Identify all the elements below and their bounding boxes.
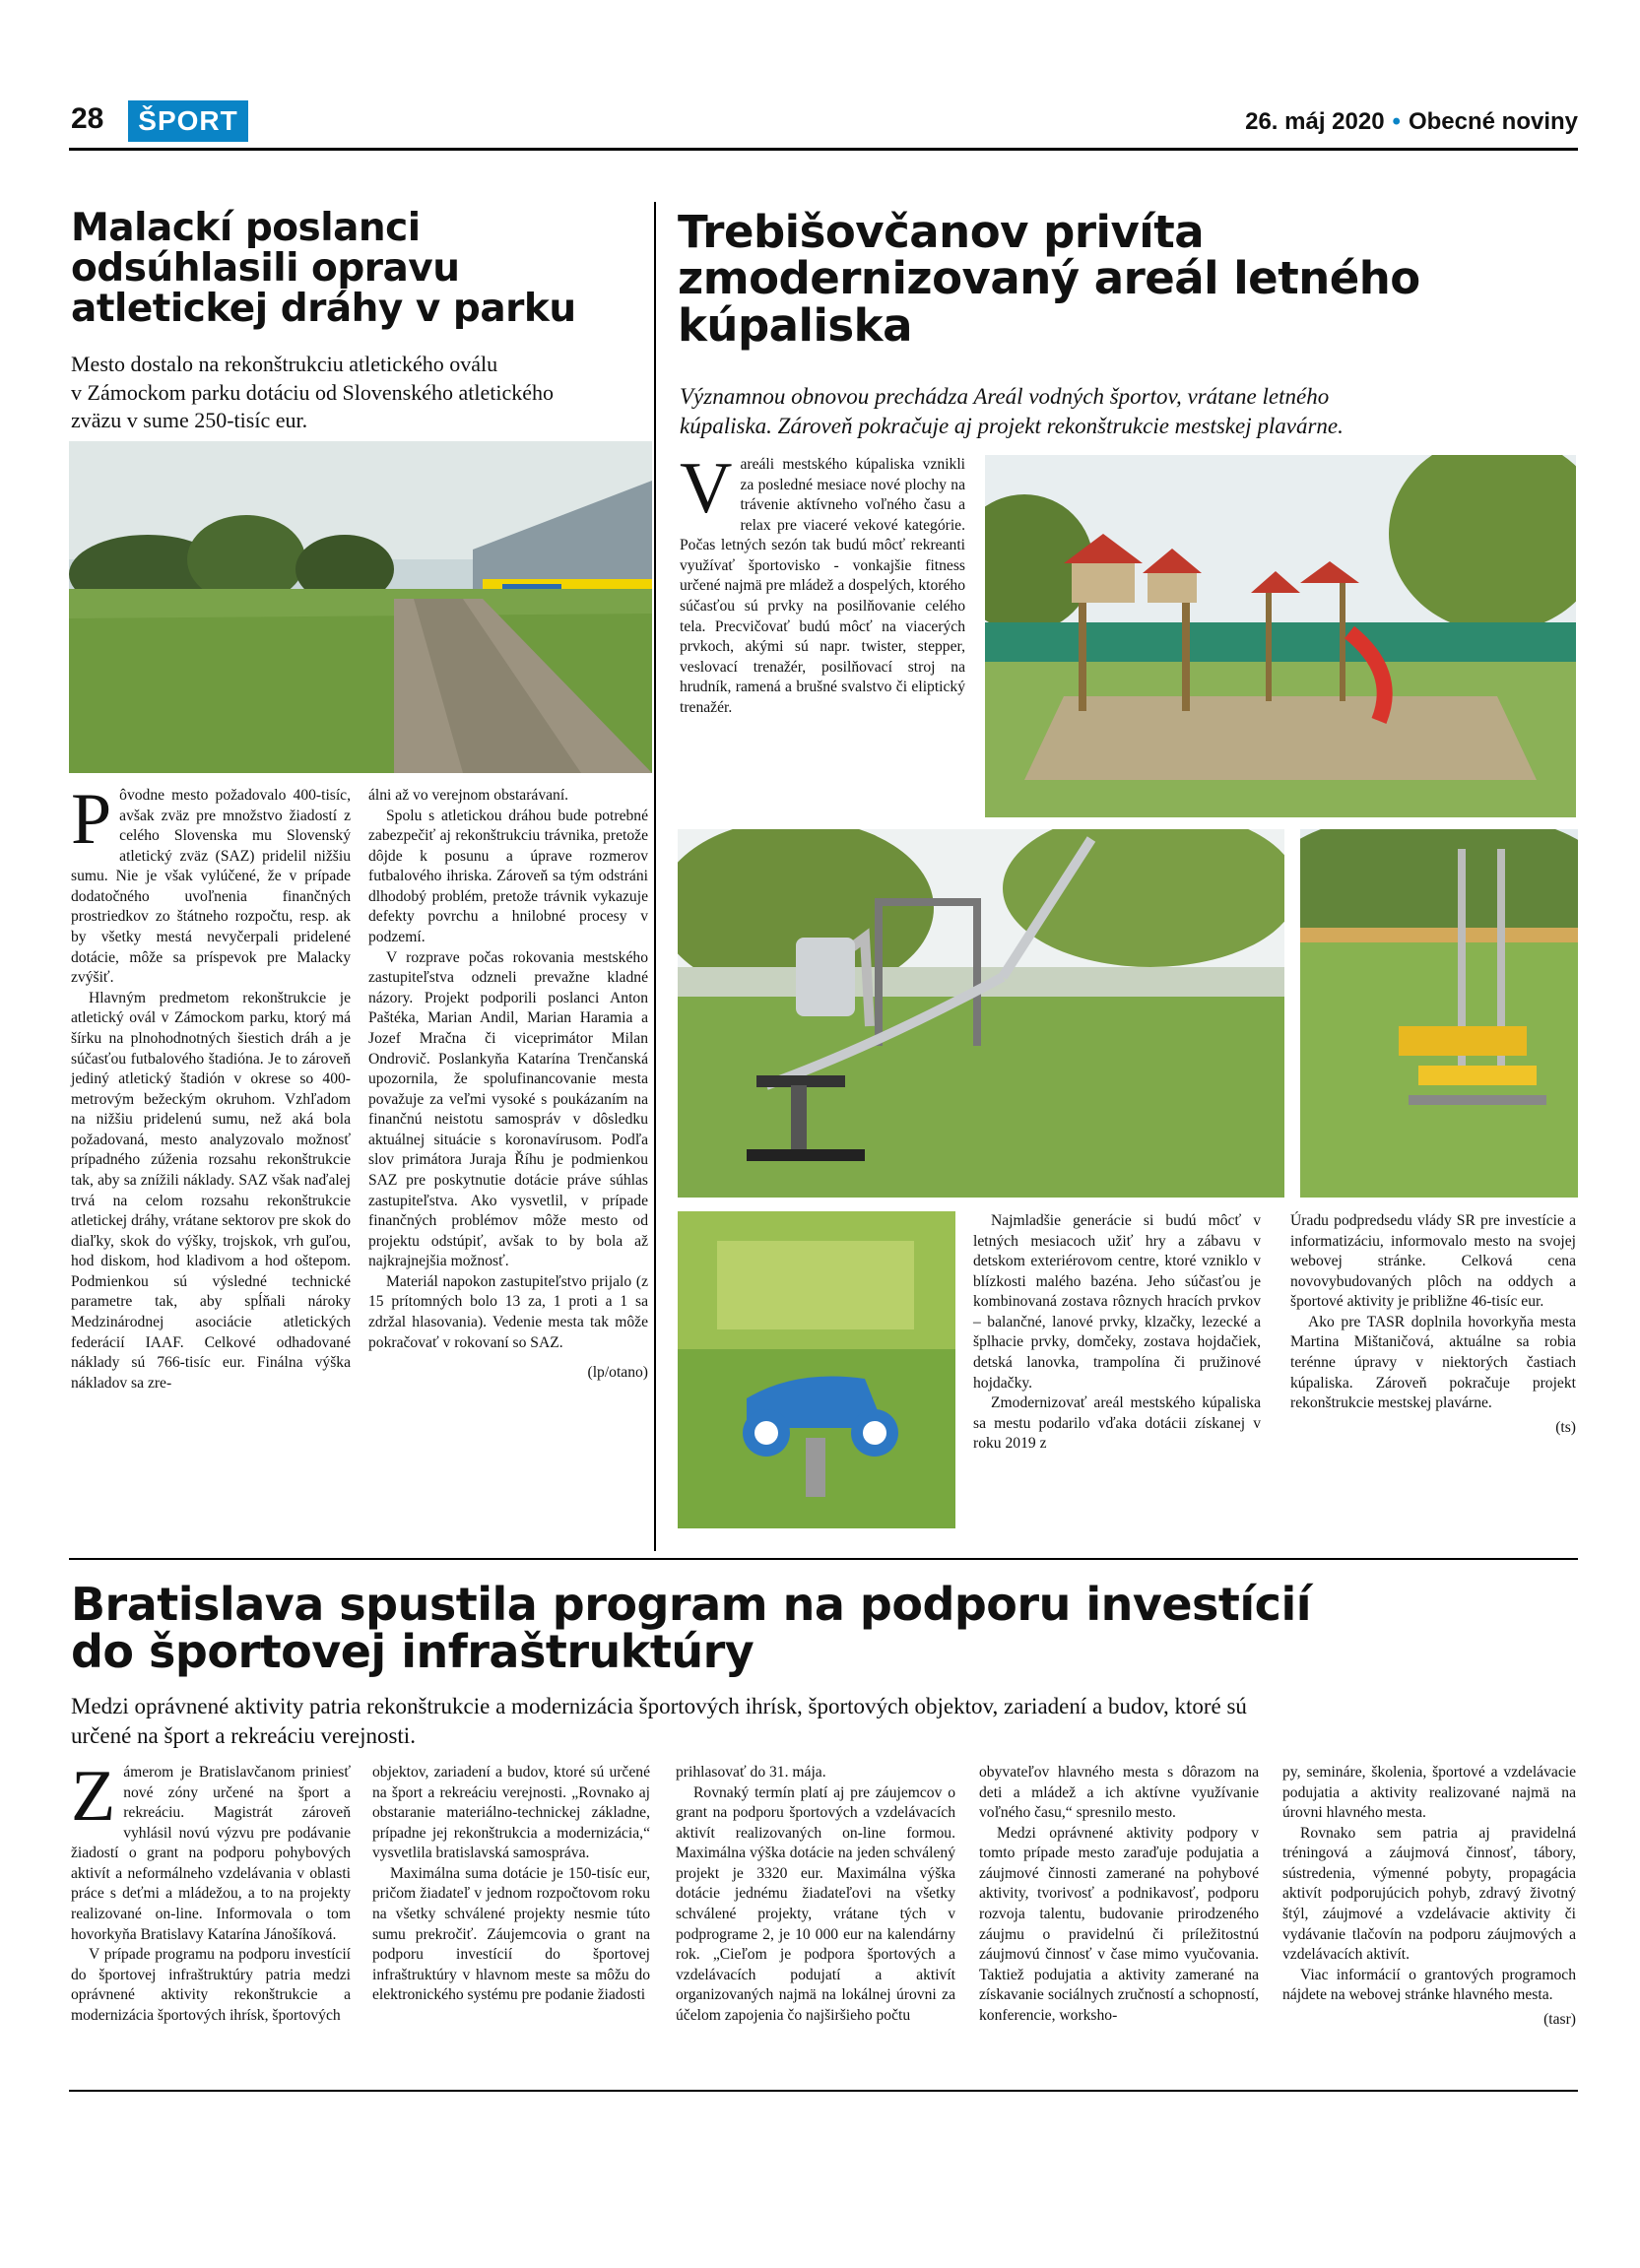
article1-paragraph: ôvodne mesto požadovalo 400-tisíc, avšak zväz pre množstvo žiadostí z celého Slovenska mu Slovenský atletický zväz (SAZ) pridelil nižšiu sumu. Nie je však vylúčené, že v prípade dodatočného uvoľnenia finančných prostriedkov zo štátneho rozpočtu, resp. ak by všetky mestá nevyčerpali pridelené dotácie, môže sa príspevok pre Malacky zvýšiť.	[71, 787, 351, 987]
issue-date: 26. máj 2020	[1245, 108, 1385, 135]
article3-paragraph: ámerom je Bratislavčanom priniesť nové zóny určené na šport a rekreáciu. Magistrát zároveň vyhlásil novú výzvu pre podávanie žiadostí o grant na podporu pohybových aktivít a neformálneho vzdelávania v oblasti práce s deťmi a mládežou, a to na projekty realizované on-line. Informovala o tom hovorkyňa Bratislavy Katarína Jánošíková.	[71, 1764, 351, 1943]
article1-title-line: odsúhlasili opravu	[71, 245, 460, 291]
article3-lead-line: Medzi oprávnené aktivity patria rekonštrukcie a modernizácia športových ihrísk, športových objektov, zariadení a budov, ktoré sú	[71, 1694, 1247, 1718]
fitness-photo	[678, 829, 1284, 1198]
article3-paragraph: Medzi oprávnené aktivity podpory v tomto prípade mesto zaraďuje podujatia a záujmové činnosti zamerané na pohybové aktivity, tvorivosť a podnikavosť, podporu rozvoja talentu, budovanie prirodzeného záujmu o pravidelnú či príležitostnú záujmovú činnosť v čase mimo vyučovania. Taktiež podujatia a aktivity zamerané na získavanie sociálnych zručností a schopností, konferencie, worksho-	[979, 1824, 1259, 2024]
spring-rider-photo	[678, 1211, 955, 1528]
article1-title-line: atletickej dráhy v parku	[71, 286, 576, 331]
article3-paragraph: obyvateľov hlavného mesta s dôrazom na deti a mládež a ich aktívne využívanie voľného času,“ spresnilo mesto.	[979, 1764, 1259, 1822]
article2-column-2	[973, 1211, 1261, 1455]
article2-title-line: kúpaliska	[678, 298, 912, 352]
article2-title-line: Trebišovčanov privíta	[678, 206, 1205, 258]
article1-paragraph: V rozprave počas rokovania mestského zastupiteľstva odzneli prevažne kladné názory. Projekt podporili poslanci Anton Paštéka, Marian Andil, Marian Haramia a Jozef Mračna či viceprimátor Milan Ondrovič. Poslankyňa Katarína Trenčanská upozornila, že spolufinancovanie mesta považuje za veľmi vysoké s poukázaním na finančnú neistotu samospráv v dôsledku aktuálnej situácie s koronavírusom. Podľa slov primátora Juraja Říhu je podmienkou SAZ pre poskytnutie dotácie práve súhlas zastupiteľstva. Ako vysvetlil, v prípade finančných problémov môže mesto od projektu odstúpiť, avšak to by bola až najkrajnejšia možnosť.	[368, 948, 648, 1270]
article2-paragraph: areáli mestského kúpaliska vznikli za posledné mesiace nové plochy na trávenie aktívneho voľného času a relax pre viaceré vekové kategórie. Počas letných sezón tak budú môcť rekreanti využívať športovisko - vonkajšie fitness určené najmä pre mládež a dospelých, ktorého súčasťou sú prvky na posilňovanie celého tela. Precvičovať budú môcť na viacerých prvkoch, akými sú napr. twister, stepper, veslovací trenažér, posilňovací stroj na hrudník, ramená a brušné svalstvo či eliptický trenažér.	[680, 456, 965, 716]
article1-drop-cap: P	[71, 779, 112, 860]
article2-paragraph: Zmodernizovať areál mestského kúpaliska sa mestu podarilo vďaka dotácii získanej v roku 2019 z	[973, 1394, 1261, 1453]
article1-paragraph: Materiál napokon zastupiteľstvo prijalo (z 15 prítomných bolo 13 za, 1 proti a 1 sa zdržal hlasovania). Vedenie mesta tak môže pokračovať v rokovaní so SAZ.	[368, 1272, 648, 1351]
article1-lead-line: v Zámockom parku dotáciu od Slovenského atletického	[71, 379, 554, 405]
article3-paragraph: Rovnaký termín platí aj pre záujemcov o grant na podporu športových a vzdelávacích aktivít realizovaných on-line formou. Maximálna výška dotácie na jeden schválený projekt je 3320 eur. Maximálna výška dotácie jednému žiadateľovi na všetky schválené projekty, vrátane tých v podprograme 2, je 10 000 eur na kalendárny rok. „Cieľom je podpora športových a vzdelávacích podujatí a aktivít organizovaných najmä na lokálnej úrovni za účelom zapojenia čo najširšieho počtu	[676, 1783, 955, 2024]
article3-column-5	[1282, 1763, 1576, 2031]
article3-column-3	[676, 1763, 955, 2027]
article3-column-4	[979, 1763, 1259, 2027]
article1-signature: (lp/otano)	[587, 1364, 648, 1382]
article2-paragraph: Ako pre TASR doplnila hovorkyňa mesta Martina Mištaničová, aktuálne sa robia terénne úpravy v niektorých častiach kúpaliska. Zároveň pokračuje projekt rekonštrukcie mestskej plavárne.	[1290, 1313, 1576, 1412]
elliptical-trainer-photo	[1300, 829, 1578, 1198]
separator-dot: •	[1392, 108, 1401, 135]
column-divider	[654, 202, 656, 1551]
article3-title-line: Bratislava spustila program na podporu investícií	[71, 1578, 1311, 1631]
article1-paragraph: Spolu s atletickou dráhou bude potrebné zabezpečiť aj rekonštrukciu trávnika, pretože dôjde k posunu a úprave rozmerov futbalového ihriska. Zároveň sa tým odstráni dlhodobý problém, pretože trávnik vykazuje defekty povrchu a hnilobné procesy v podzemí.	[368, 807, 648, 946]
article3-paragraph: Maximálna suma dotácie je 150-tisíc eur, pričom žiadateľ v jednom rozpočtovom roku na všetky schválené projekty nesmie túto sumu prekročiť. Záujemcovia o grant na podporu investícií do športovej infraštruktúry v hlavnom meste sa môžu do elektronického systému pre podanie žiadosti	[372, 1864, 650, 2004]
article2-lead-line: Významnou obnovou prechádza Areál vodných športov, vrátane letného	[680, 384, 1330, 409]
article3-paragraph: Rovnako sem patria aj pravidelná tréningová a záujmová činnosť, tábory, sústredenia, výmenné pobyty, propagácia aktivít podporujúcich pohyb, zdravý životný štýl, záujmové a vzdelávacie aktivity či vydávanie tlačovín na podporu záujmových a vzdelávacích aktivít.	[1282, 1824, 1576, 1964]
article1-column-1	[71, 779, 351, 1393]
stadium-photo	[69, 441, 652, 773]
section-label: ŠPORT	[128, 100, 248, 142]
article3-lead-line: určené na šport a rekreáciu verejnosti.	[71, 1722, 416, 1748]
article2-title	[678, 206, 1574, 352]
article2-paragraph: Úradu podpredsedu vlády SR pre investície a informatizáciu, informovalo mesto na svojej webovej stránke. Celková cena novovybudovaných plôch na oddych a športové aktivity je približne 46-tisíc eur.	[1290, 1212, 1576, 1311]
article1-title	[71, 206, 642, 331]
article-divider	[69, 1558, 1578, 1560]
article1-lead-line: zväzu v sume 250-tisíc eur.	[71, 408, 308, 433]
article3-paragraph: objektov, zariadení a budov, ktoré sú určené na šport a rekreáciu verejnosti. „Rovnako aj obstaranie materiálno-technickej základne, prípadne jej rekonštrukcia a modernizácia,“ vysvetlila bratislavská samospráva.	[372, 1764, 650, 1862]
article2-lead-line: kúpaliska. Zároveň pokračuje aj projekt rekonštrukcie mestskej plavárne.	[680, 413, 1344, 438]
article1-lead	[71, 351, 647, 435]
article2-lead	[680, 382, 1576, 441]
header-rule	[69, 148, 1578, 151]
article2-column-1	[680, 448, 965, 719]
article1-column-2	[368, 786, 648, 1384]
article1-paragraph: Hlavným predmetom rekonštrukcie je atletický ovál v Zámockom parku, ktorý má šírku na plnohodnotných šiestich dráh a je súčasťou futbalového štadióna. Je to zároveň jediný atletický štadión v okrese so 400-metrovým bežeckým okruhom. Vzhľadom na nižšiu pridelenú sumu, než aká bola požadovaná, mesto analyzovalo možnosť prípadného zúženia rozsahu rekonštrukcie tak, aby sa znížili náklady. SAZ však naďalej trvá na celom rozsahu rekonštrukcie atletickej dráhy, vrátane sektorov pre skok do diaľky, skok do výšky, trojskok, vrh guľou, hod diskom, hod kladivom a hod oštepom. Podmienkou sú výsledné technické parametre tak, aby spĺňali nároky Medzinárodnej asociácie atletických federácií IAAF. Celkové odhadované náklady sú 766-tisíc eur. Finálna výška nákladov sa zre-	[71, 989, 351, 1392]
article3-lead	[71, 1692, 1578, 1751]
article2-drop-cap: V	[680, 448, 733, 529]
playground-photo	[985, 455, 1576, 817]
article3-title	[71, 1578, 1578, 1679]
article1-title-line: Malackí poslanci	[71, 206, 421, 250]
article1-paragraph: álni až vo verejnom obstarávaní.	[368, 787, 569, 804]
article1-lead-line: Mesto dostalo na rekonštrukciu atletického oválu	[71, 352, 498, 376]
article3-title-line: do športovej infraštruktúry	[71, 1625, 754, 1679]
page-number: 28	[71, 102, 104, 135]
article3-paragraph: py, semináre, školenia, športové a vzdelávacie podujatia a aktivity realizované najmä na úrovni hlavného mesta.	[1282, 1764, 1576, 1822]
article3-paragraph: V prípade programu na podporu investícií do športovej infraštruktúry patria medzi oprávnené aktivity rekonštrukcie a modernizácia športových ihrísk, športových	[71, 1946, 351, 2024]
article2-signature: (ts)	[1555, 1418, 1576, 1436]
publication-name: Obecné noviny	[1408, 108, 1578, 135]
article2-column-3	[1290, 1211, 1576, 1438]
article3-paragraph: prihlasovať do 31. mája.	[676, 1764, 826, 1781]
article2-paragraph: Najmladšie generácie si budú môcť v letných mesiacoch užiť hry a zábavu v detskom exteriérovom centre, ktoré vzniklo v blízkosti malého bazéna. Jeho súčasťou je kombinovaná zostava rôznych hracích prvkov – balančné, lanové prvky, klzačky, lezecké a šplhacie prvky, domčeky, zostava hojdačiek, detská lanovka, trampolína či pružinové hojdačky.	[973, 1212, 1261, 1392]
article3-column-1	[71, 1756, 351, 2027]
footer-rule	[69, 2090, 1578, 2092]
article3-drop-cap: Z	[71, 1756, 116, 1837]
masthead-info	[1245, 108, 1578, 136]
article2-title-line: zmodernizovaný areál letného	[678, 252, 1420, 305]
article3-column-2	[372, 1763, 650, 2006]
article3-paragraph: Viac informácií o grantových programoch nájdete na webovej stránke hlavného mesta.	[1282, 1966, 1576, 2004]
article3-signature: (tasr)	[1543, 2010, 1576, 2028]
